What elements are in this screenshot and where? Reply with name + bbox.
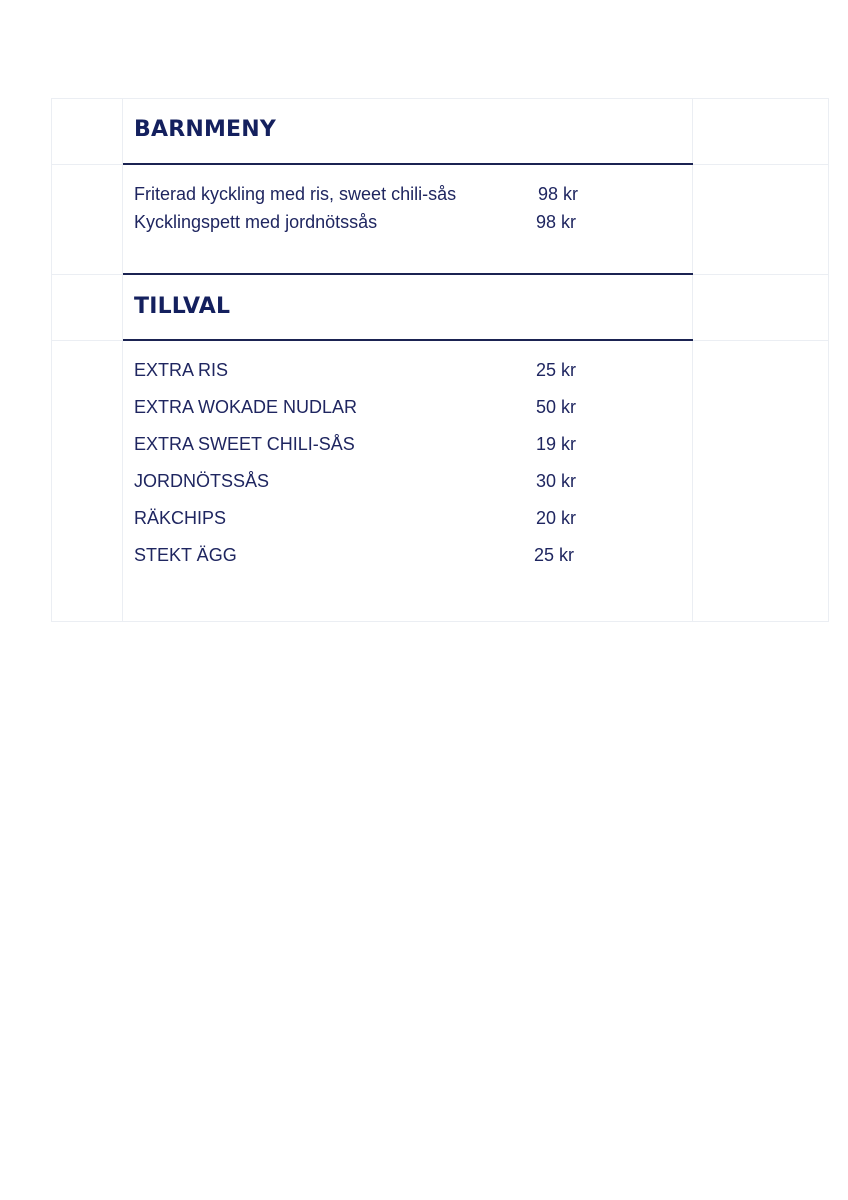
- item-name: RÄKCHIPS: [134, 508, 227, 528]
- grid-line: [51, 98, 829, 99]
- item-name: STEKT ÄGG: [134, 545, 237, 565]
- section-divider: [123, 339, 693, 341]
- menu-item: [134, 471, 594, 508]
- item-price: 25 kr: [536, 360, 577, 380]
- item-price: 98 kr: [538, 184, 579, 204]
- item-price: 25 kr: [534, 545, 575, 565]
- item-name: Kycklingspett med jordnötssås: [134, 212, 378, 232]
- section-divider: [123, 273, 693, 275]
- section-heading-barnmeny: BARNMENY: [134, 117, 277, 142]
- menu-list-barnmeny: [134, 184, 594, 240]
- grid-line: [122, 98, 123, 622]
- item-price: 19 kr: [536, 434, 577, 454]
- menu-item: [134, 212, 594, 240]
- grid-line: [828, 98, 829, 622]
- menu-list-tillval: [134, 360, 594, 582]
- grid-line: [51, 98, 52, 622]
- item-name: EXTRA SWEET CHILI-SÅS: [134, 434, 355, 454]
- item-price: 20 kr: [536, 508, 577, 528]
- menu-item: [134, 545, 594, 582]
- menu-item: [134, 360, 594, 397]
- menu-item: [134, 508, 594, 545]
- item-price: 98 kr: [536, 212, 577, 232]
- item-name: Friterad kyckling med ris, sweet chili-sås: [134, 184, 457, 204]
- grid-line: [692, 98, 693, 622]
- grid-line: [51, 621, 829, 622]
- item-name: EXTRA RIS: [134, 360, 229, 380]
- item-name: EXTRA WOKADE NUDLAR: [134, 397, 358, 417]
- menu-item: [134, 184, 594, 212]
- item-price: 50 kr: [536, 397, 577, 417]
- menu-item: [134, 397, 594, 434]
- section-divider: [123, 163, 693, 165]
- item-price: 30 kr: [536, 471, 577, 491]
- item-name: JORDNÖTSSÅS: [134, 471, 270, 491]
- menu-item: [134, 434, 594, 471]
- section-heading-tillval: TILLVAL: [134, 294, 231, 319]
